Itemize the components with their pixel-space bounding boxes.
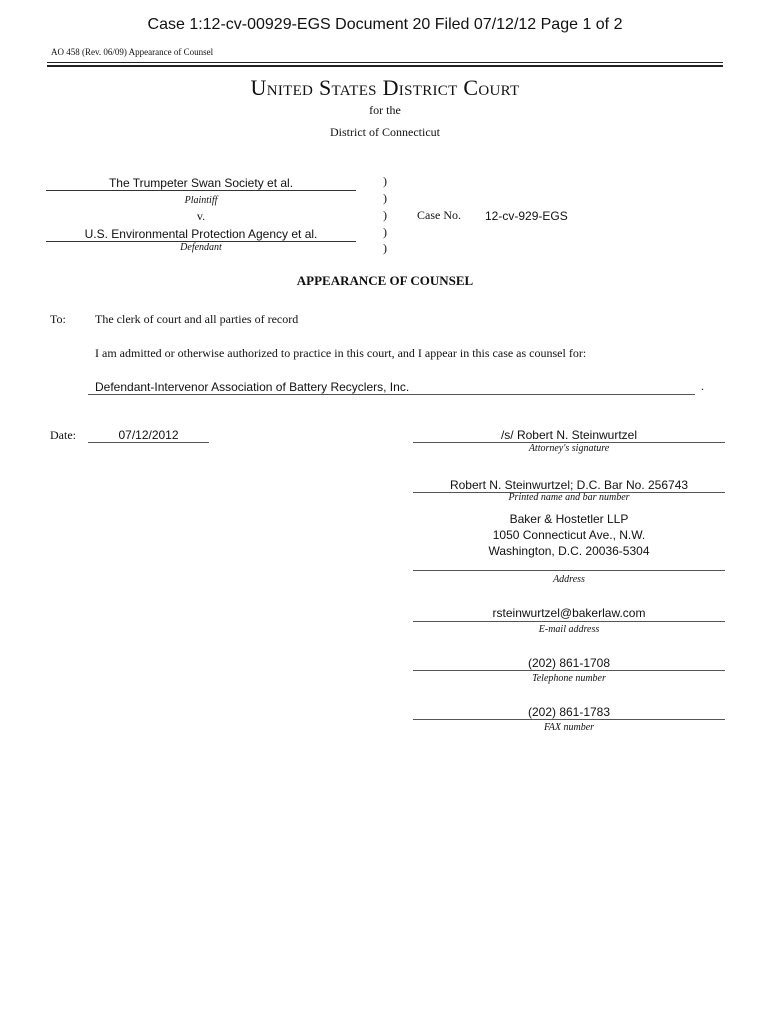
versus: v. xyxy=(196,209,206,223)
printed-name: Robert N. Steinwurtzel; D.C. Bar No. 256743 xyxy=(413,478,725,493)
court-title: United States District Court xyxy=(250,75,520,100)
address-rule xyxy=(413,570,725,571)
client-name: Defendant-Intervenor Association of Battery Recyclers, Inc. xyxy=(88,380,695,395)
appearance-statement: I am admitted or otherwise authorized to practice in this court, and I appear in this case as counsel for: xyxy=(95,346,587,360)
case-no-label: Case No. xyxy=(417,208,461,222)
date-label: Date: xyxy=(50,428,76,442)
caption-paren: ) xyxy=(383,191,387,205)
address-line: Baker & Hostetler LLP xyxy=(509,512,629,526)
defendant-name: U.S. Environmental Protection Agency et al. xyxy=(46,227,356,242)
form-id: AO 458 (Rev. 06/09) Appearance of Counsel xyxy=(51,47,214,57)
header-rule-bottom xyxy=(47,65,723,67)
fax-label: FAX number xyxy=(543,722,595,733)
email-rule xyxy=(413,621,725,622)
telephone-number: (202) 861-1708 xyxy=(413,656,725,671)
header-rule-top xyxy=(47,62,723,63)
caption-paren: ) xyxy=(383,241,387,255)
document-title: APPEARANCE OF COUNSEL xyxy=(296,273,474,288)
fax-number: (202) 861-1783 xyxy=(413,705,725,720)
printed-name-label: Printed name and bar number xyxy=(508,492,630,503)
defendant-label: Defendant xyxy=(180,242,222,253)
plaintiff-name: The Trumpeter Swan Society et al. xyxy=(46,176,356,191)
email-address: rsteinwurtzel@bakerlaw.com xyxy=(492,606,646,620)
date-value: 07/12/2012 xyxy=(88,428,209,443)
client-period: . xyxy=(701,379,704,393)
caption-paren: ) xyxy=(383,225,387,239)
for-the: for the xyxy=(369,103,401,117)
address-line: 1050 Connecticut Ave., N.W. xyxy=(492,528,646,542)
case-header: Case 1:12-cv-00929-EGS Document 20 Filed 07/12/12 Page 1 of 2 xyxy=(147,16,623,33)
address-line: Washington, D.C. 20036-5304 xyxy=(488,544,650,558)
email-label: E-mail address xyxy=(538,624,600,635)
to-recipients: The clerk of court and all parties of record xyxy=(95,312,299,326)
address-label: Address xyxy=(553,574,585,585)
plaintiff-label: Plaintiff xyxy=(184,195,218,206)
caption-paren: ) xyxy=(383,208,387,222)
signature-label: Attorney's signature xyxy=(528,443,610,454)
case-number: 12-cv-929-EGS xyxy=(485,209,568,223)
attorney-signature: /s/ Robert N. Steinwurtzel xyxy=(413,428,725,443)
caption-paren: ) xyxy=(383,174,387,188)
telephone-label: Telephone number xyxy=(532,673,606,684)
address-block xyxy=(413,511,725,559)
to-label: To: xyxy=(50,312,66,326)
district-name: District of Connecticut xyxy=(330,125,440,139)
